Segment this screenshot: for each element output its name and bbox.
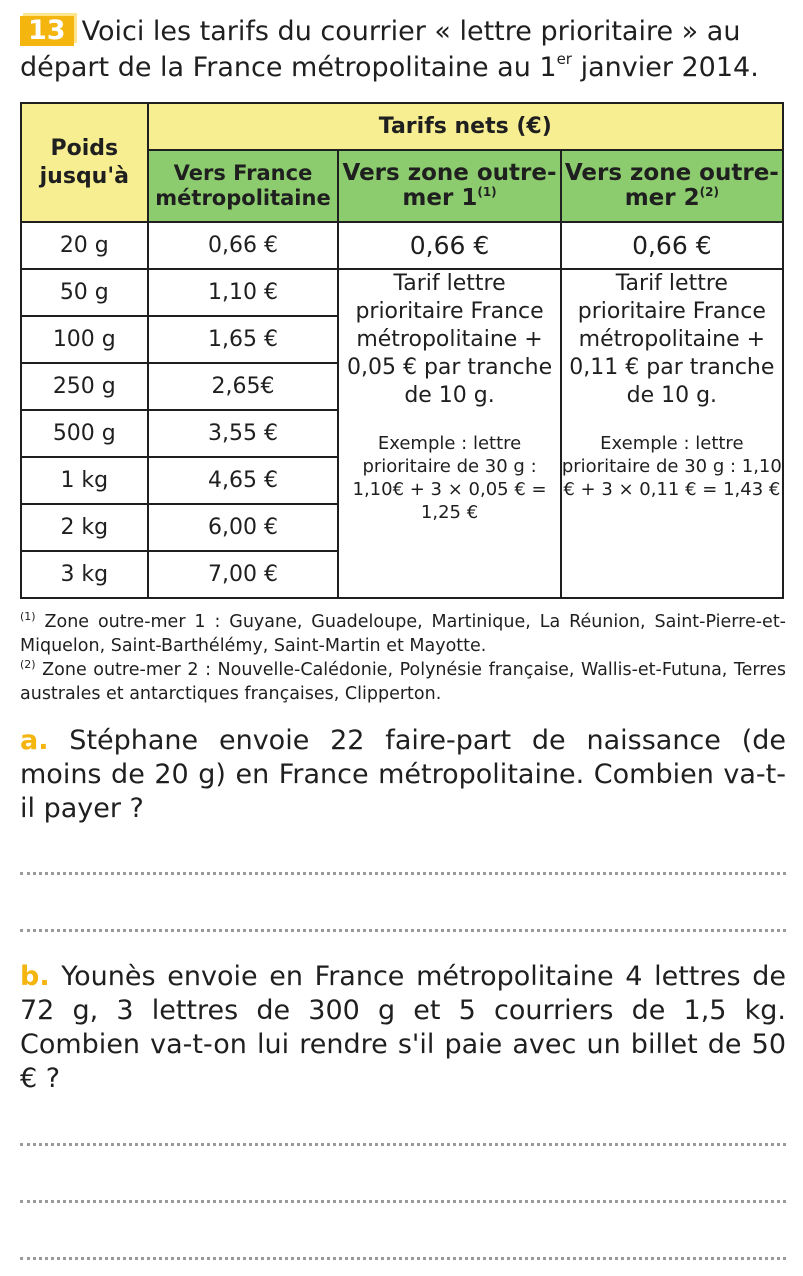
answer-line-b3[interactable]	[20, 1257, 786, 1260]
answer-line-a2[interactable]	[20, 929, 786, 932]
zone1-example-text: Exemple : lettre prioritaire de 30 g : 1,10€ + 3 × 0,05 € = 1,25 €	[352, 433, 547, 523]
footnote-2-text: Zone outre-mer 2 : Nouvelle-Calédonie, Polynésie française, Wallis-et-Futuna, Terres australes et antarctiques françaises, Clipperton.	[20, 660, 786, 704]
question-b-label: b.	[20, 961, 50, 992]
zone1-rule-cell	[338, 269, 560, 598]
footnotes	[20, 610, 786, 706]
weight-column-header: Poids jusqu'à	[21, 103, 148, 222]
france-price-cell: 1,10 €	[148, 269, 339, 316]
zone2-price-cell: 0,66 €	[561, 222, 783, 269]
zone1-rule-text: Tarif lettre prioritaire France métropolitaine + 0,05 € par tranche de 10 g.	[346, 271, 553, 408]
tariff-table	[20, 102, 784, 599]
weight-cell: 1 kg	[21, 457, 148, 504]
zone2-column-header	[561, 150, 783, 222]
weight-cell: 3 kg	[21, 551, 148, 598]
france-price-cell: 1,65 €	[148, 316, 339, 363]
france-price-cell: 7,00 €	[148, 551, 339, 598]
footnote-2-mark: (2)	[20, 658, 36, 671]
exercise-header	[20, 14, 790, 86]
zone2-rule-text: Tarif lettre prioritaire France métropolitaine + 0,11 € par tranche de 10 g.	[569, 271, 775, 408]
weight-cell: 20 g	[21, 222, 148, 269]
footnote-1-mark: (1)	[20, 610, 36, 623]
table-row	[21, 222, 783, 269]
question-b	[20, 960, 786, 1096]
footnote-1	[20, 610, 786, 658]
table-row	[21, 269, 783, 316]
zone1-price-cell: 0,66 €	[338, 222, 560, 269]
zone1-column-header	[338, 150, 560, 222]
weight-cell: 50 g	[21, 269, 148, 316]
france-price-cell: 6,00 €	[148, 504, 339, 551]
question-a	[20, 724, 786, 826]
question-a-label: a.	[20, 725, 49, 756]
france-price-cell: 0,66 €	[148, 222, 339, 269]
zone2-rule-cell	[561, 269, 783, 598]
exercise-number-badge: 13	[20, 16, 74, 46]
weight-cell: 2 kg	[21, 504, 148, 551]
france-price-cell: 2,65€	[148, 363, 339, 410]
weight-cell: 100 g	[21, 316, 148, 363]
question-b-text: Younès envoie en France métropolitaine 4 lettres de 72 g, 3 lettres de 300 g et 5 courriers de 1,5 kg. Combien va-t-on lui rendre s'il paie avec un billet de 50 € ?	[20, 961, 786, 1094]
zone2-header-label: Vers zone outre-mer 2	[564, 160, 779, 211]
net-rates-header: Tarifs nets (€)	[148, 103, 783, 150]
footnote-2	[20, 658, 786, 706]
exercise-intro-end: janvier 2014.	[571, 52, 759, 83]
answer-line-a1[interactable]	[20, 872, 786, 875]
footnote-1-text: Zone outre-mer 1 : Guyane, Guadeloupe, Martinique, La Réunion, Saint-Pierre-et-Miquelon, Saint-Barthélémy, Saint-Martin et Mayotte.	[20, 612, 786, 656]
weight-cell: 250 g	[21, 363, 148, 410]
intro-superscript: er	[556, 50, 572, 68]
weight-cell: 500 g	[21, 410, 148, 457]
question-a-text: Stéphane envoie 22 faire-part de naissance (de moins de 20 g) en France métropolitaine. Combien va-t-il payer ?	[20, 725, 786, 824]
zone2-example-text: Exemple : lettre prioritaire de 30 g : 1,10 € + 3 × 0,11 € = 1,43 €	[561, 433, 782, 500]
france-price-cell: 3,55 €	[148, 410, 339, 457]
answer-line-b1[interactable]	[20, 1143, 786, 1146]
exercise-intro: Voici les tarifs du courrier « lettre prioritaire » au départ de la France métropolitaine au 1	[20, 16, 741, 83]
zone1-header-label: Vers zone outre-mer 1	[342, 160, 557, 211]
france-column-header: Vers France métropolitaine	[148, 150, 339, 222]
zone1-header-sup: (1)	[477, 185, 497, 199]
zone2-header-sup: (2)	[699, 185, 719, 199]
answer-line-b2[interactable]	[20, 1200, 786, 1203]
france-price-cell: 4,65 €	[148, 457, 339, 504]
